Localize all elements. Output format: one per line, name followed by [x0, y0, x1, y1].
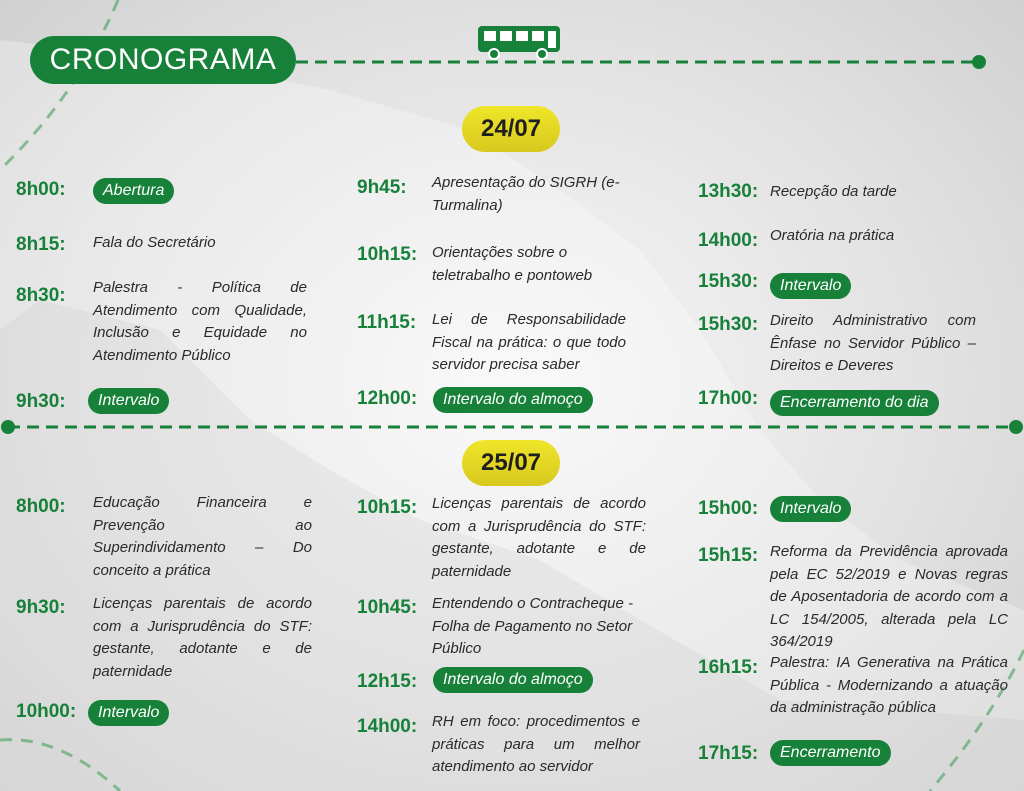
session-title: Educação Financeira e Prevenção ao Superindividamento – Do conceito a prática [93, 494, 312, 579]
time-label: 17h15: [698, 743, 759, 764]
time-label: 15h15: [698, 545, 759, 566]
time-label: 9h45: [357, 177, 407, 198]
time-label: 14h00: [357, 716, 418, 737]
session-title: Entendendo o Contracheque - Folha de Pagamento no Setor Público [432, 595, 633, 657]
time-label: 13h30: [698, 181, 759, 202]
session-title: Apresentação do SIGRH (e-Turmalina) [432, 174, 620, 214]
time-label: 10h15: [357, 244, 418, 265]
session-title: Licenças parentais de acordo com a Jurisprudência do STF: gestante, adotante e de paternidade [93, 595, 312, 680]
session-title: Recepção da tarde [770, 183, 897, 200]
break-chip: Intervalo [88, 388, 169, 414]
break-chip: Intervalo [770, 496, 851, 522]
time-label: 10h00: [16, 701, 77, 722]
time-label: 8h00: [16, 496, 66, 517]
page-title: CRONOGRAMA [30, 36, 296, 84]
time-label: 15h00: [698, 498, 759, 519]
day-divider-dot-left [1, 420, 15, 434]
date-badge-day-1: 24/07 [462, 106, 560, 152]
bus-icon [474, 22, 564, 62]
break-chip: Intervalo [770, 273, 851, 299]
break-chip: Intervalo do almoço [433, 387, 593, 413]
time-label: 10h15: [357, 497, 418, 518]
session-title: RH em foco: procedimentos e práticas para um melhor atendimento ao servidor [432, 713, 640, 775]
break-chip: Intervalo do almoço [433, 667, 593, 693]
time-label: 12h00: [357, 388, 418, 409]
session-title: Orientações sobre o teletrabalho e pontoweb [432, 244, 593, 284]
time-label: 8h15: [16, 234, 66, 255]
time-label: 11h15: [357, 312, 417, 333]
time-label: 12h15: [357, 671, 418, 692]
date-badge-day-2: 25/07 [462, 440, 560, 486]
session-title: Fala do Secretário [93, 234, 216, 251]
session-title: Oratória na prática [770, 227, 895, 244]
session-title: Lei de Responsabilidade Fiscal na prática: o que todo servidor precisa saber [432, 311, 626, 373]
break-chip: Abertura [93, 178, 174, 204]
time-label: 8h00: [16, 179, 66, 200]
time-label: 17h00: [698, 388, 759, 409]
time-label: 8h30: [16, 285, 66, 306]
time-label: 14h00: [698, 230, 759, 251]
session-title: Palestra - Política de Atendimento com Qualidade, Inclusão e Equidade no Atendimento Público [93, 279, 307, 364]
session-title: Reforma da Previdência aprovada pela EC 52/2019 e Novas regras de Aposentadoria de acordo com a LC 154/2005, alterada pela LC 364/2019 [770, 543, 1008, 650]
time-label: 9h30: [16, 391, 66, 412]
time-label: 15h30: [698, 314, 759, 335]
time-label: 10h45: [357, 597, 418, 618]
session-title: Direito Administrativo com Ênfase no Servidor Público – Direitos e Deveres [770, 312, 976, 374]
break-chip: Intervalo [88, 700, 169, 726]
break-chip: Encerramento [770, 740, 891, 766]
time-label: 9h30: [16, 597, 66, 618]
break-chip: Encerramento do dia [770, 390, 939, 416]
session-title: Licenças parentais de acordo com a Jurisprudência do STF: gestante, adotante e de paternidade [432, 495, 646, 580]
time-label: 15h30: [698, 271, 759, 292]
time-label: 16h15: [698, 657, 759, 678]
day-divider-dot-right [1009, 420, 1023, 434]
header-timeline-end-dot [972, 55, 986, 69]
session-title: Palestra: IA Generativa na Prática Pública - Modernizando a atuação da administração pública [770, 654, 1008, 716]
